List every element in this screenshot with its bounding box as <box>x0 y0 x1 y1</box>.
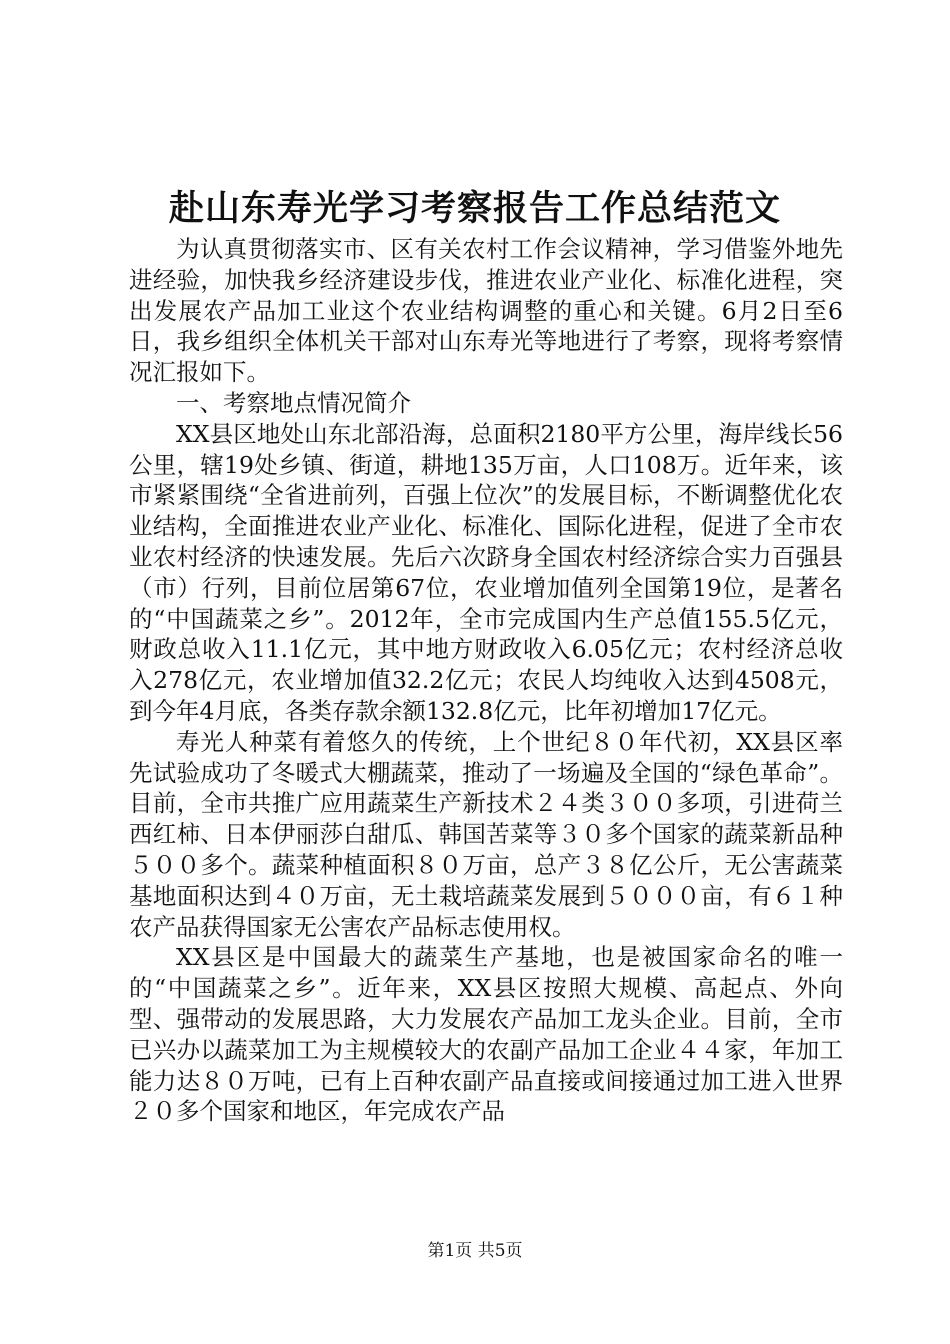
body-paragraph: 寿光人种菜有着悠久的传统，上个世纪８０年代初，XX县区率先试验成功了冬暖式大棚蔬菜，推动了一场遍及全国的“绿色革命”。目前，全市共推广应用蔬菜生产新技术２４类３００多项，引进荷兰西红柿、日本伊丽莎白甜瓜、韩国苦菜等３０多个国家的蔬菜新品种５００多个。蔬菜种植面积８０万亩，总产３８亿公斤，无公害蔬菜基地面积达到４０万亩，无土栽培蔬菜发展到５０００亩，有６１种农产品获得国家无公害农产品标志使用权。 <box>129 727 843 941</box>
page-footer: 第1页 共5页 <box>427 1241 523 1261</box>
intro-paragraph: 为认真贯彻落实市、区有关农村工作会议精神，学习借鉴外地先进经验，加快我乡经济建设步伐，推进农业产业化、标准化进程，突出发展农产品加工业这个农业结构调整的重心和关键。6月2日至6日，我乡组织全体机关干部对山东寿光等地进行了考察，现将考察情况汇报如下。 <box>129 235 843 387</box>
document-title: 赴山东寿光学习考察报告工作总结范文 <box>168 188 781 229</box>
document-body <box>129 234 843 1127</box>
body-paragraph: XX县区是中国最大的蔬菜生产基地，也是被国家命名的唯一的“中国蔬菜之乡”。近年来，XX县区按照大规模、高起点、外向型、强带动的发展思路，大力发展农产品加工龙头企业。目前，全市已兴办以蔬菜加工为主规模较大的农副产品加工企业４４家，年加工能力达８０万吨，已有上百种农副产品直接或间接通过加工进入世界２０多个国家和地区，年完成农产品 <box>129 943 843 1126</box>
body-paragraph: XX县区地处山东北部沿海，总面积2180平方公里，海岸线长56公里，辖19处乡镇、街道，耕地135万亩，人口108万。近年来，该市紧紧围绕“全省进前列，百强上位次”的发展目标，不断调整优化农业结构，全面推进农业产业化、标准化、国际化进程，促进了全市农业农村经济的快速发展。先后六次跻身全国农村经济综合实力百强县（市）行列，目前位居第67位，农业增加值列全国第19位，是著名的“中国蔬菜之乡”。2012年，全市完成国内生产总值155.5亿元，财政总收入11.1亿元，其中地方财政收入6.05亿元；农村经济总收入278亿元，农业增加值32.2亿元；农民人均纯收入达到4508元，到今年4月底，各类存款余额132.8亿元，比年初增加17亿元。 <box>129 419 843 725</box>
section-heading: 一、考察地点情况简介 <box>176 388 411 417</box>
